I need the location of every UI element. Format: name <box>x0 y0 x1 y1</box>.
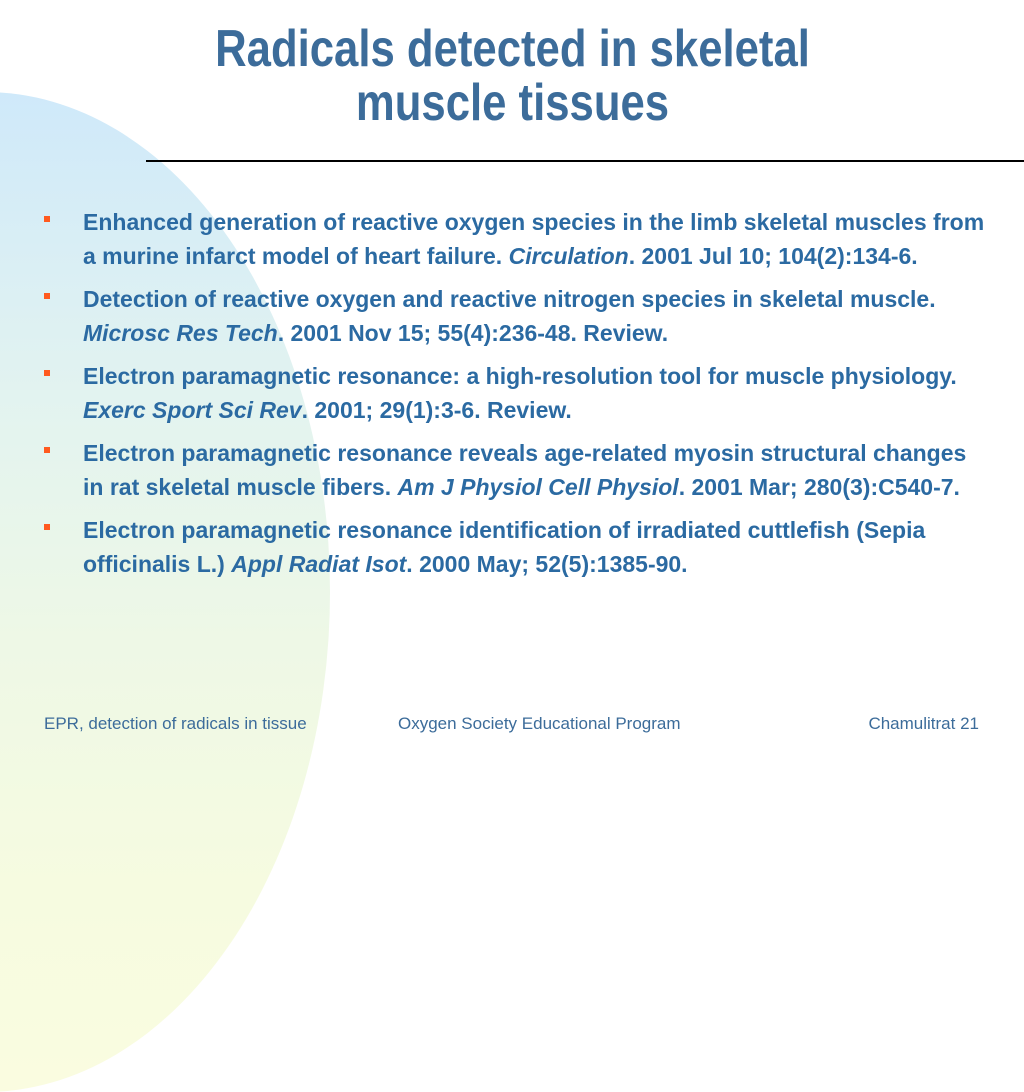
list-item <box>44 205 989 273</box>
reference-title: Enhanced generation of reactive oxygen species in the limb skeletal muscles from a murine infarct model of heart failure. <box>83 209 985 269</box>
reference-title: Electron paramagnetic resonance: a high-resolution tool for muscle physiology. <box>83 363 957 389</box>
citation-details: . 2001 Mar; 280(3):C540-7. <box>678 474 960 500</box>
footer-center: Oxygen Society Educational Program <box>398 714 681 733</box>
title-line-2: muscle tissues <box>355 74 670 132</box>
reference-title: Detection of reactive oxygen and reactive nitrogen species in skeletal muscle. <box>83 286 936 312</box>
journal-name: Exerc Sport Sci Rev <box>83 397 302 423</box>
bullet-icon <box>44 293 50 299</box>
list-item <box>44 513 989 581</box>
reference-title: Electron paramagnetic resonance reveals age-related myosin structural changes in rat skeletal muscle fibers. <box>83 440 967 500</box>
citation-details: . 2001 Jul 10; 104(2):134-6. <box>628 243 918 269</box>
reference-text <box>83 205 989 273</box>
journal-name: Circulation <box>508 243 629 269</box>
journal-name: Appl Radiat Isot <box>231 551 407 577</box>
bullet-icon <box>44 370 50 376</box>
footer-left: EPR, detection of radicals in tissue <box>44 714 307 733</box>
list-item <box>44 282 989 350</box>
journal-name: Am J Physiol Cell Physiol <box>397 474 679 500</box>
reference-text <box>83 282 989 350</box>
reference-list <box>44 205 989 590</box>
list-item <box>44 436 989 504</box>
reference-title: Electron paramagnetic resonance identification of irradiated cuttlefish (Sepia officinalis L.) <box>83 517 926 577</box>
title-divider <box>146 160 1024 162</box>
slide-footer <box>0 714 1024 740</box>
journal-name: Microsc Res Tech <box>83 320 278 346</box>
title-line-1: Radicals detected in skeletal <box>215 20 810 78</box>
reference-text <box>83 436 989 504</box>
bullet-icon <box>44 524 50 530</box>
list-item <box>44 359 989 427</box>
citation-details: . 2000 May; 52(5):1385-90. <box>406 551 688 577</box>
bullet-icon <box>44 447 50 453</box>
footer-right: Chamulitrat 21 <box>868 714 979 733</box>
citation-details: . 2001; 29(1):3-6. Review. <box>301 397 572 423</box>
reference-text <box>83 513 989 581</box>
bullet-icon <box>44 216 50 222</box>
reference-text <box>83 359 989 427</box>
slide-title <box>132 22 892 130</box>
citation-details: . 2001 Nov 15; 55(4):236-48. Review. <box>277 320 669 346</box>
